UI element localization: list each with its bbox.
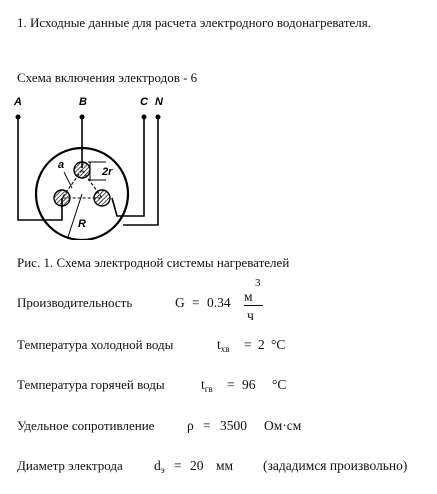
cold-temp-label: Температура холодной воды (17, 337, 174, 352)
productivity-unit-den: ч (247, 308, 254, 323)
electrode-scheme-diagram (0, 90, 200, 240)
hot-temp-symbol-sub: гв (204, 384, 213, 394)
diameter-symbol-sub: э (160, 465, 165, 475)
wire-n (123, 117, 158, 225)
productivity-value: 0.34 (207, 295, 231, 310)
wire-a (18, 117, 65, 220)
resistivity-unit: Ом·см (264, 418, 302, 433)
diameter-label: Диаметр электрода (17, 458, 123, 473)
productivity-unit (244, 278, 268, 324)
figure-caption: Рис. 1. Схема электродной системы нагревателей (17, 255, 290, 270)
cold-temp-eq: = (244, 337, 252, 352)
hot-temp-value: 96 (242, 377, 256, 392)
terminal-label-n: N (155, 96, 163, 108)
electrode-right (94, 190, 110, 206)
resistivity-symbol: ρ (187, 418, 194, 433)
diameter-unit: мм (216, 458, 234, 473)
dim-2r-label: 2r (102, 166, 113, 178)
dim-r-label: R (78, 218, 86, 230)
cold-temp-unit: °C (271, 337, 286, 352)
hot-temp-label: Температура горячей воды (17, 377, 165, 392)
productivity-label: Производительность (17, 295, 133, 310)
diameter-symbol (154, 459, 165, 475)
terminal-label-c: C (140, 96, 148, 108)
cold-temp-symbol-sub: хв (220, 344, 230, 354)
dim-a-label: a (58, 159, 65, 171)
cold-temp-symbol-main: t (217, 337, 221, 352)
scheme-label: Схема включения электродов - 6 (17, 70, 198, 85)
terminal-label-a: A (14, 96, 22, 108)
resistivity-label: Удельное сопротивление (17, 418, 155, 433)
productivity-fraction-bar (244, 305, 263, 306)
heading: 1. Исходные данные для расчета электродного водонагревателя. (17, 15, 372, 30)
resistivity-value: 3500 (220, 418, 247, 433)
diameter-symbol-main: d (154, 458, 161, 473)
electrode-top (74, 162, 90, 178)
electrode-left (54, 190, 70, 206)
productivity-symbol: G (175, 295, 185, 310)
diameter-note: (зададимся произвольно) (263, 458, 408, 473)
hot-temp-unit: °C (272, 377, 287, 392)
terminal-label-b: B (79, 96, 87, 108)
hot-temp-eq: = (227, 377, 235, 392)
hot-temp-symbol-main: t (201, 377, 205, 392)
diameter-value: 20 (190, 458, 204, 473)
cold-temp-symbol (217, 338, 230, 354)
hot-temp-symbol (201, 378, 213, 394)
productivity-eq: = (192, 295, 200, 310)
diameter-eq: = (174, 458, 182, 473)
productivity-unit-num: м (244, 289, 253, 304)
dim-a-line (64, 172, 72, 188)
cold-temp-value: 2 (258, 337, 265, 352)
resistivity-eq: = (203, 418, 211, 433)
productivity-unit-exp: 3 (255, 277, 261, 289)
